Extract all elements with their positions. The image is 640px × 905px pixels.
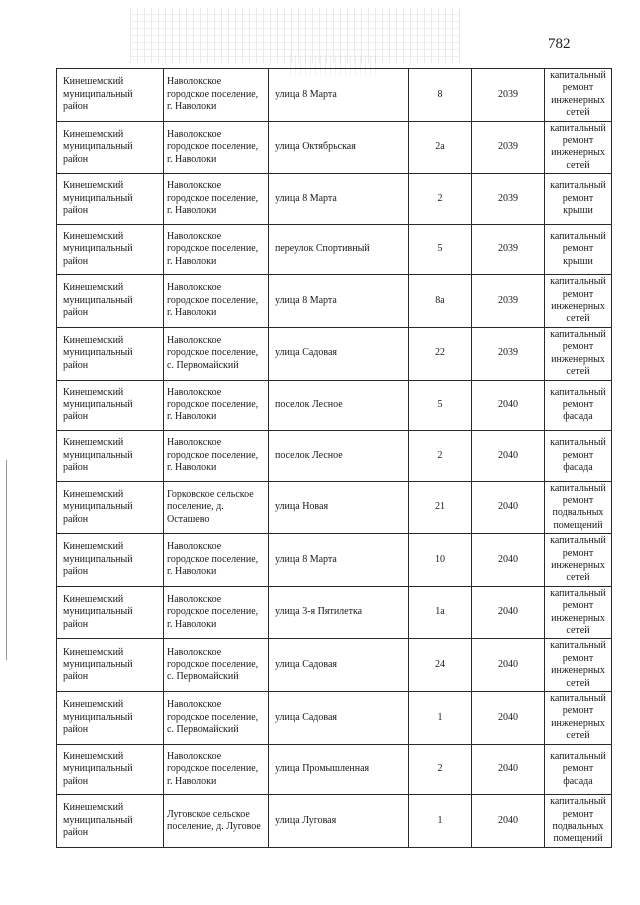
settlement-cell: Наволокское городское поселение, г. Наволоки [164, 174, 269, 225]
house-number-cell: 8а [409, 275, 472, 328]
repair-schedule-table [56, 68, 612, 848]
settlement-cell: Наволокское городское поселение, г. Наволоки [164, 380, 269, 431]
district-cell: Кинешемский муниципальный район [57, 795, 164, 848]
street-cell: улица 3-я Пятилетка [269, 586, 409, 639]
street-cell: поселок Лесное [269, 431, 409, 482]
district-cell: Кинешемский муниципальный район [57, 431, 164, 482]
table-row [57, 431, 612, 482]
district-cell: Кинешемский муниципальный район [57, 121, 164, 174]
year-cell: 2040 [472, 795, 545, 848]
table-body [57, 69, 612, 848]
work-type-cell: капитальный ремонт подвальных помещений [545, 481, 612, 534]
work-type-cell: капитальный ремонт инженерных сетей [545, 121, 612, 174]
work-type-cell: капитальный ремонт подвальных помещений [545, 795, 612, 848]
work-type-cell: капитальный ремонт фасада [545, 380, 612, 431]
house-number-cell: 2а [409, 121, 472, 174]
table-row [57, 69, 612, 122]
year-cell: 2040 [472, 534, 545, 587]
district-cell: Кинешемский муниципальный район [57, 327, 164, 380]
work-type-cell: капитальный ремонт инженерных сетей [545, 69, 612, 122]
table-row [57, 327, 612, 380]
table-row [57, 481, 612, 534]
work-type-cell: капитальный ремонт инженерных сетей [545, 692, 612, 745]
work-type-cell: капитальный ремонт инженерных сетей [545, 586, 612, 639]
district-cell: Кинешемский муниципальный район [57, 380, 164, 431]
year-cell: 2039 [472, 327, 545, 380]
settlement-cell: Наволокское городское поселение, г. Наволоки [164, 431, 269, 482]
year-cell: 2039 [472, 224, 545, 275]
house-number-cell: 1 [409, 795, 472, 848]
street-cell: улица Октябрьская [269, 121, 409, 174]
table-row [57, 224, 612, 275]
district-cell: Кинешемский муниципальный район [57, 224, 164, 275]
year-cell: 2040 [472, 431, 545, 482]
work-type-cell: капитальный ремонт инженерных сетей [545, 327, 612, 380]
district-cell: Кинешемский муниципальный район [57, 174, 164, 225]
settlement-cell: Наволокское городское поселение, с. Первомайский [164, 327, 269, 380]
year-cell: 2040 [472, 380, 545, 431]
street-cell: улица Садовая [269, 692, 409, 745]
settlement-cell: Горковское сельское поселение, д. Осташево [164, 481, 269, 534]
year-cell: 2039 [472, 275, 545, 328]
work-type-cell: капитальный ремонт фасада [545, 431, 612, 482]
district-cell: Кинешемский муниципальный район [57, 692, 164, 745]
year-cell: 2039 [472, 174, 545, 225]
work-type-cell: капитальный ремонт фасада [545, 744, 612, 795]
street-cell: улица Луговая [269, 795, 409, 848]
street-cell: улица 8 Марта [269, 69, 409, 122]
district-cell: Кинешемский муниципальный район [57, 639, 164, 692]
house-number-cell: 22 [409, 327, 472, 380]
street-cell: улица 8 Марта [269, 534, 409, 587]
house-number-cell: 5 [409, 380, 472, 431]
settlement-cell: Наволокское городское поселение, г. Наволоки [164, 275, 269, 328]
table-row [57, 744, 612, 795]
settlement-cell: Наволокское городское поселение, г. Наволоки [164, 224, 269, 275]
house-number-cell: 24 [409, 639, 472, 692]
settlement-cell: Наволокское городское поселение, г. Наволоки [164, 69, 269, 122]
settlement-cell: Луговское сельское поселение, д. Луговое [164, 795, 269, 848]
street-cell: улица Садовая [269, 327, 409, 380]
settlement-cell: Наволокское городское поселение, г. Наволоки [164, 121, 269, 174]
house-number-cell: 5 [409, 224, 472, 275]
page-number: 782 [548, 36, 571, 52]
settlement-cell: Наволокское городское поселение, с. Первомайский [164, 639, 269, 692]
settlement-cell: Наволокское городское поселение, г. Наволоки [164, 586, 269, 639]
house-number-cell: 21 [409, 481, 472, 534]
table-row [57, 795, 612, 848]
street-cell: улица Новая [269, 481, 409, 534]
house-number-cell: 2 [409, 744, 472, 795]
district-cell: Кинешемский муниципальный район [57, 586, 164, 639]
street-cell: улица 8 Марта [269, 174, 409, 225]
table-row [57, 275, 612, 328]
year-cell: 2040 [472, 744, 545, 795]
year-cell: 2040 [472, 692, 545, 745]
settlement-cell: Наволокское городское поселение, г. Наволоки [164, 744, 269, 795]
year-cell: 2040 [472, 586, 545, 639]
table-row [57, 174, 612, 225]
street-cell: улица Промышленная [269, 744, 409, 795]
settlement-cell: Наволокское городское поселение, г. Наволоки [164, 534, 269, 587]
house-number-cell: 1 [409, 692, 472, 745]
house-number-cell: 8 [409, 69, 472, 122]
settlement-cell: Наволокское городское поселение, с. Первомайский [164, 692, 269, 745]
work-type-cell: капитальный ремонт инженерных сетей [545, 275, 612, 328]
district-cell: Кинешемский муниципальный район [57, 481, 164, 534]
table-row [57, 586, 612, 639]
work-type-cell: капитальный ремонт инженерных сетей [545, 639, 612, 692]
house-number-cell: 2 [409, 431, 472, 482]
street-cell: переулок Спортивный [269, 224, 409, 275]
district-cell: Кинешемский муниципальный район [57, 69, 164, 122]
work-type-cell: капитальный ремонт инженерных сетей [545, 534, 612, 587]
work-type-cell: капитальный ремонт крыши [545, 174, 612, 225]
work-type-cell: капитальный ремонт крыши [545, 224, 612, 275]
table-row [57, 121, 612, 174]
house-number-cell: 1а [409, 586, 472, 639]
table-row [57, 534, 612, 587]
year-cell: 2039 [472, 69, 545, 122]
street-cell: поселок Лесное [269, 380, 409, 431]
district-cell: Кинешемский муниципальный район [57, 534, 164, 587]
district-cell: Кинешемский муниципальный район [57, 275, 164, 328]
table-row [57, 639, 612, 692]
street-cell: улица 8 Марта [269, 275, 409, 328]
house-number-cell: 2 [409, 174, 472, 225]
house-number-cell: 10 [409, 534, 472, 587]
table-row [57, 380, 612, 431]
district-cell: Кинешемский муниципальный район [57, 744, 164, 795]
year-cell: 2040 [472, 481, 545, 534]
table-row [57, 692, 612, 745]
street-cell: улица Садовая [269, 639, 409, 692]
year-cell: 2040 [472, 639, 545, 692]
scan-edge-mark [6, 460, 7, 660]
year-cell: 2039 [472, 121, 545, 174]
